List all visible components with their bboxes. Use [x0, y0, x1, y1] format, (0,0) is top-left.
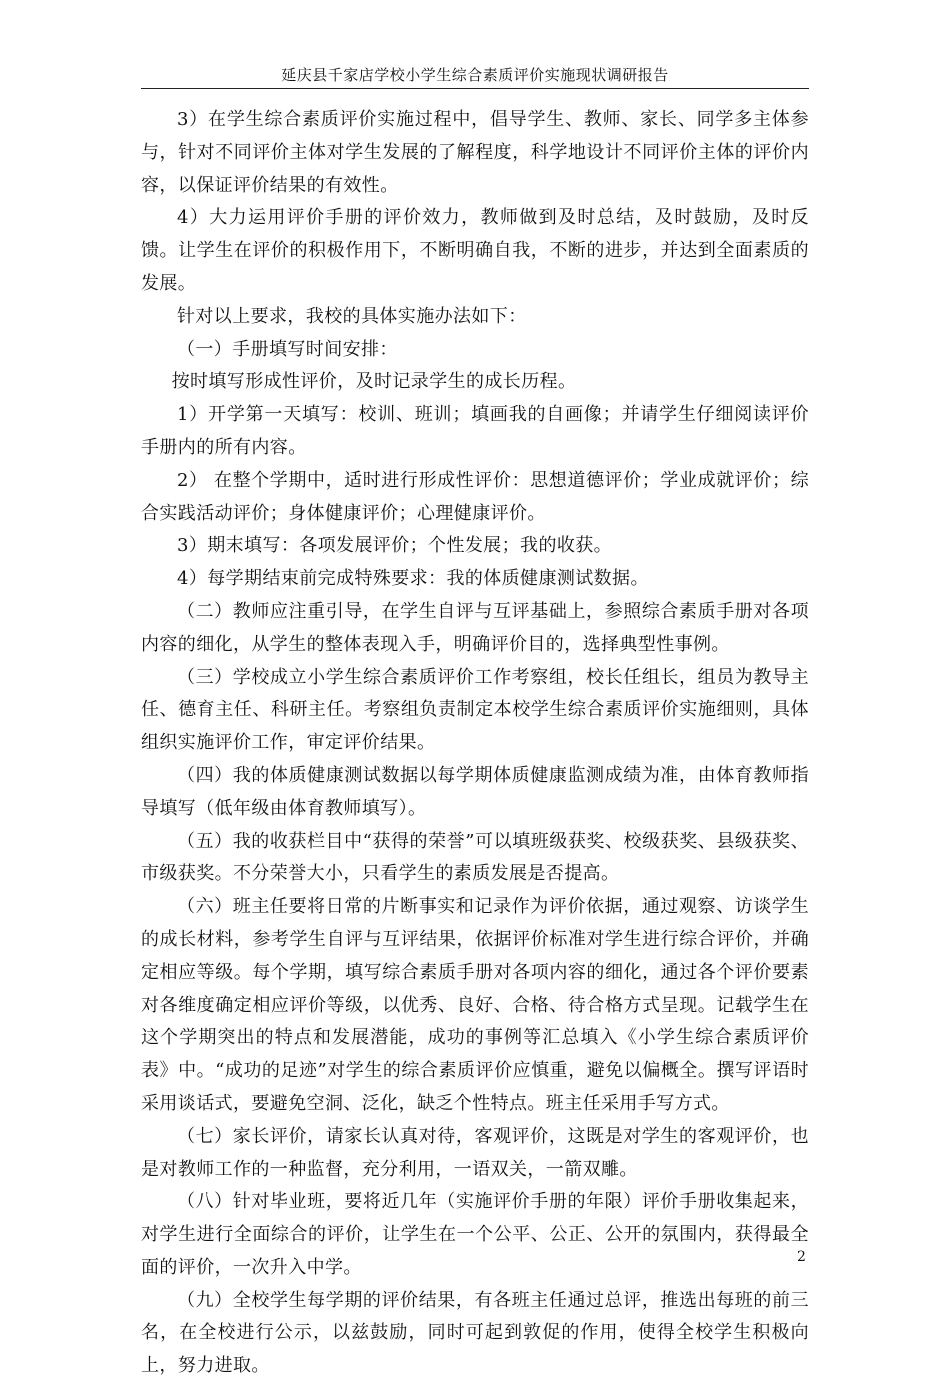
section-heading-1: （一）手册填写时间安排： [177, 338, 398, 360]
section-9-paragraph: （九）全校学生每学期的评价结果，有各班主任通过总评，推选出每班的前三名，在全校进行公示，以兹鼓励，同时可起到敦促的作用，使得全校学生积极向上，努力进取。 [141, 1289, 809, 1377]
running-header-title: 延庆县千家店学校小学生综合素质评价实施现状调研报告 [281, 66, 669, 84]
schedule-item-3: 3）期末填写：各项发展评价；个性发展；我的收获。 [177, 535, 613, 557]
section-3-paragraph: （三）学校成立小学生综合素质评价工作考察组，校长任组长，组员为教导主任、德育主任、科研主任。考察组负责制定本校学生综合素质评价实施细则，具体组织实施评价工作，审定评价结果。 [141, 666, 809, 754]
page-number: 2 [797, 1249, 806, 1265]
section-4-paragraph: （四）我的体质健康测试数据以每学期体质健康监测成绩为准，由体育教师指导填写（低年级由体育教师填写）。 [141, 764, 809, 819]
paragraph-item-4: 4）大力运用评价手册的评价效力，教师做到及时总结，及时鼓励，及时反馈。让学生在评价的积极作用下，不断明确自我，不断的进步，并达到全面素质的发展。 [141, 207, 809, 294]
schedule-item-4: 4）每学期结束前完成特殊要求：我的体质健康测试数据。 [177, 568, 649, 590]
paragraph-schedule-intro: 按时填写形成性评价，及时记录学生的成长历程。 [171, 371, 577, 393]
section-7-paragraph: （七）家长评价，请家长认真对待，客观评价，这既是对学生的客观评价，也是对教师工作的一种监督，充分利用，一语双关，一箭双雕。 [141, 1125, 809, 1180]
body-text [141, 104, 809, 1383]
section-8-paragraph: （八）针对毕业班，要将近几年（实施评价手册的年限）评价手册收集起来，对学生进行全面综合的评价，让学生在一个公平、公正、公开的氛围内，获得最全面的评价，一次升入中学。 [141, 1191, 809, 1278]
schedule-item-2: 2） 在整个学期中，适时进行形成性评价：思想道德评价；学业成就评价；综合实践活动评价；身体健康评价；心理健康评价。 [141, 469, 809, 524]
section-5-paragraph: （五）我的收获栏目中“获得的荣誉”可以填班级获奖、校级获奖、县级获奖、市级获奖。不分荣誉大小，只看学生的素质发展是否提高。 [141, 830, 809, 885]
paragraph-item-3: 3）在学生综合素质评价实施过程中，倡导学生、教师、家长、同学多主体参与，针对不同评价主体对学生发展的了解程度，科学地设计不同评价主体的评价内容，以保证评价结果的有效性。 [141, 109, 809, 196]
section-2-paragraph: （二）教师应注重引导，在学生自评与互评基础上，参照综合素质手册对各项内容的细化，从学生的整体表现入手，明确评价目的，选择典型性事例。 [141, 600, 809, 655]
section-6-paragraph: （六）班主任要将日常的片断事实和记录作为评价依据，通过观察、访谈学生的成长材料，参考学生自评与互评结果，依据评价标准对学生进行综合评价，并确定相应等级。每个学期，填写综合素质手册对各项内容的细化，通过各个评价要素对各维度确定相应评价等级，以优秀、良好、合格、待合格方式呈现。记载学生在这个学期突出的特点和发展潜能，成功的事例等汇总填入《小学生综合素质评价表》中。“成功的足迹”对学生的综合素质评价应慎重，避免以偏概全。撰写评语时采用谈话式，要避免空洞、泛化，缺乏个性特点。班主任采用手写方式。 [141, 896, 809, 1114]
paragraph-implementation-intro: 针对以上要求，我校的具体实施办法如下： [177, 305, 527, 327]
schedule-item-1: 1）开学第一天填写：校训、班训；填画我的自画像；并请学生仔细阅读评价手册内的所有内容。 [141, 404, 809, 458]
header-divider [141, 88, 809, 89]
